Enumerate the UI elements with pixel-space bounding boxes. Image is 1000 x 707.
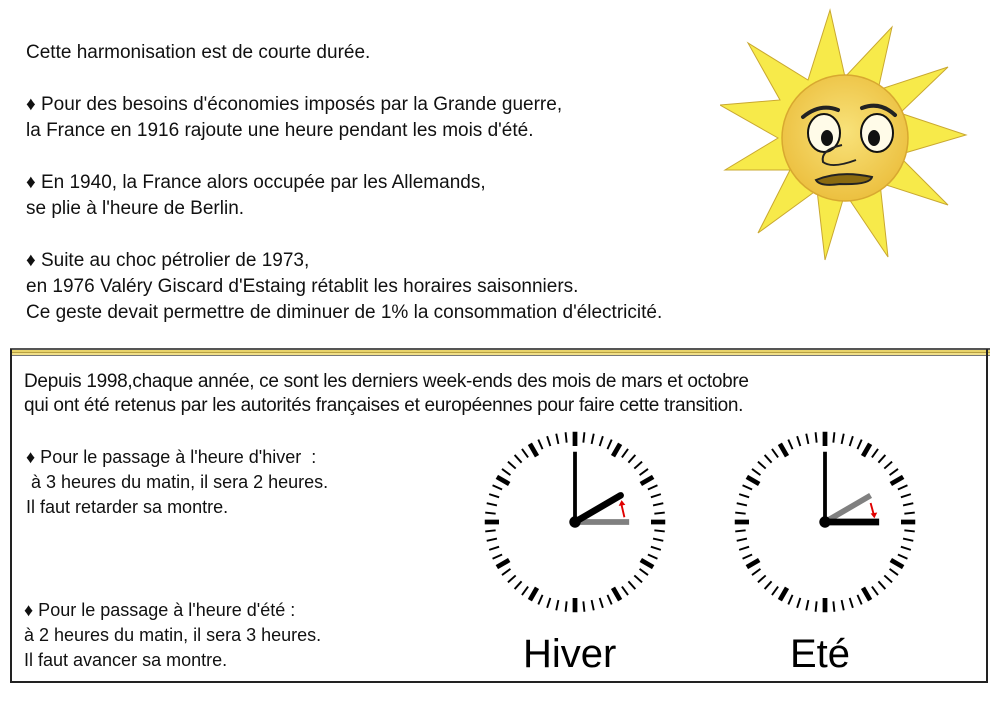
summer-line-1: ♦ Pour le passage à l'heure d'été : [24, 600, 296, 620]
summer-line-2: à 2 heures du matin, il sera 3 heures. [24, 625, 322, 645]
bullet-1916-line-2: la France en 1916 rajoute une heure pendant les mois d'été. [26, 120, 534, 141]
box-intro-line-1: Depuis 1998,chaque année, ce sont les derniers week-ends des mois de mars et octobre [24, 371, 749, 392]
summer-line-3: Il faut avancer sa montre. [24, 650, 228, 670]
winter-line-3: Il faut retarder sa montre. [26, 497, 229, 517]
intro-text: Cette harmonisation est de courte durée. [26, 42, 371, 63]
box-intro [24, 370, 749, 418]
worried-sun-icon [720, 5, 990, 265]
winter-line-1: ♦ Pour le passage à l'heure d'hiver : [26, 447, 317, 467]
winter-clock-label: Hiver [523, 632, 617, 676]
winter-transition-text [26, 445, 328, 520]
winter-line-2: à 3 heures du matin, il sera 2 heures. [26, 472, 329, 492]
box-intro-line-2: qui ont été retenus par les autorités françaises et européennes pour faire cette transition. [24, 395, 744, 416]
summer-clock-icon [730, 427, 920, 617]
bullet-1940-line-2: se plie à l'heure de Berlin. [26, 198, 245, 219]
top-text-section [26, 40, 662, 326]
bullet-1916-line-1: ♦ Pour des besoins d'économies imposés par la Grande guerre, [26, 94, 563, 115]
bullet-1973-line-3: Ce geste devait permettre de diminuer de 1% la consommation d'électricité. [26, 302, 663, 323]
winter-clock-icon [480, 427, 670, 617]
summer-transition-text [24, 598, 321, 673]
bullet-1940-line-1: ♦ En 1940, la France alors occupée par les Allemands, [26, 172, 486, 193]
bullet-1973-line-2: en 1976 Valéry Giscard d'Estaing rétablit les horaires saisonniers. [26, 276, 579, 297]
bullet-1973-line-1: ♦ Suite au choc pétrolier de 1973, [26, 250, 310, 271]
summer-clock-label: Eté [790, 632, 851, 676]
